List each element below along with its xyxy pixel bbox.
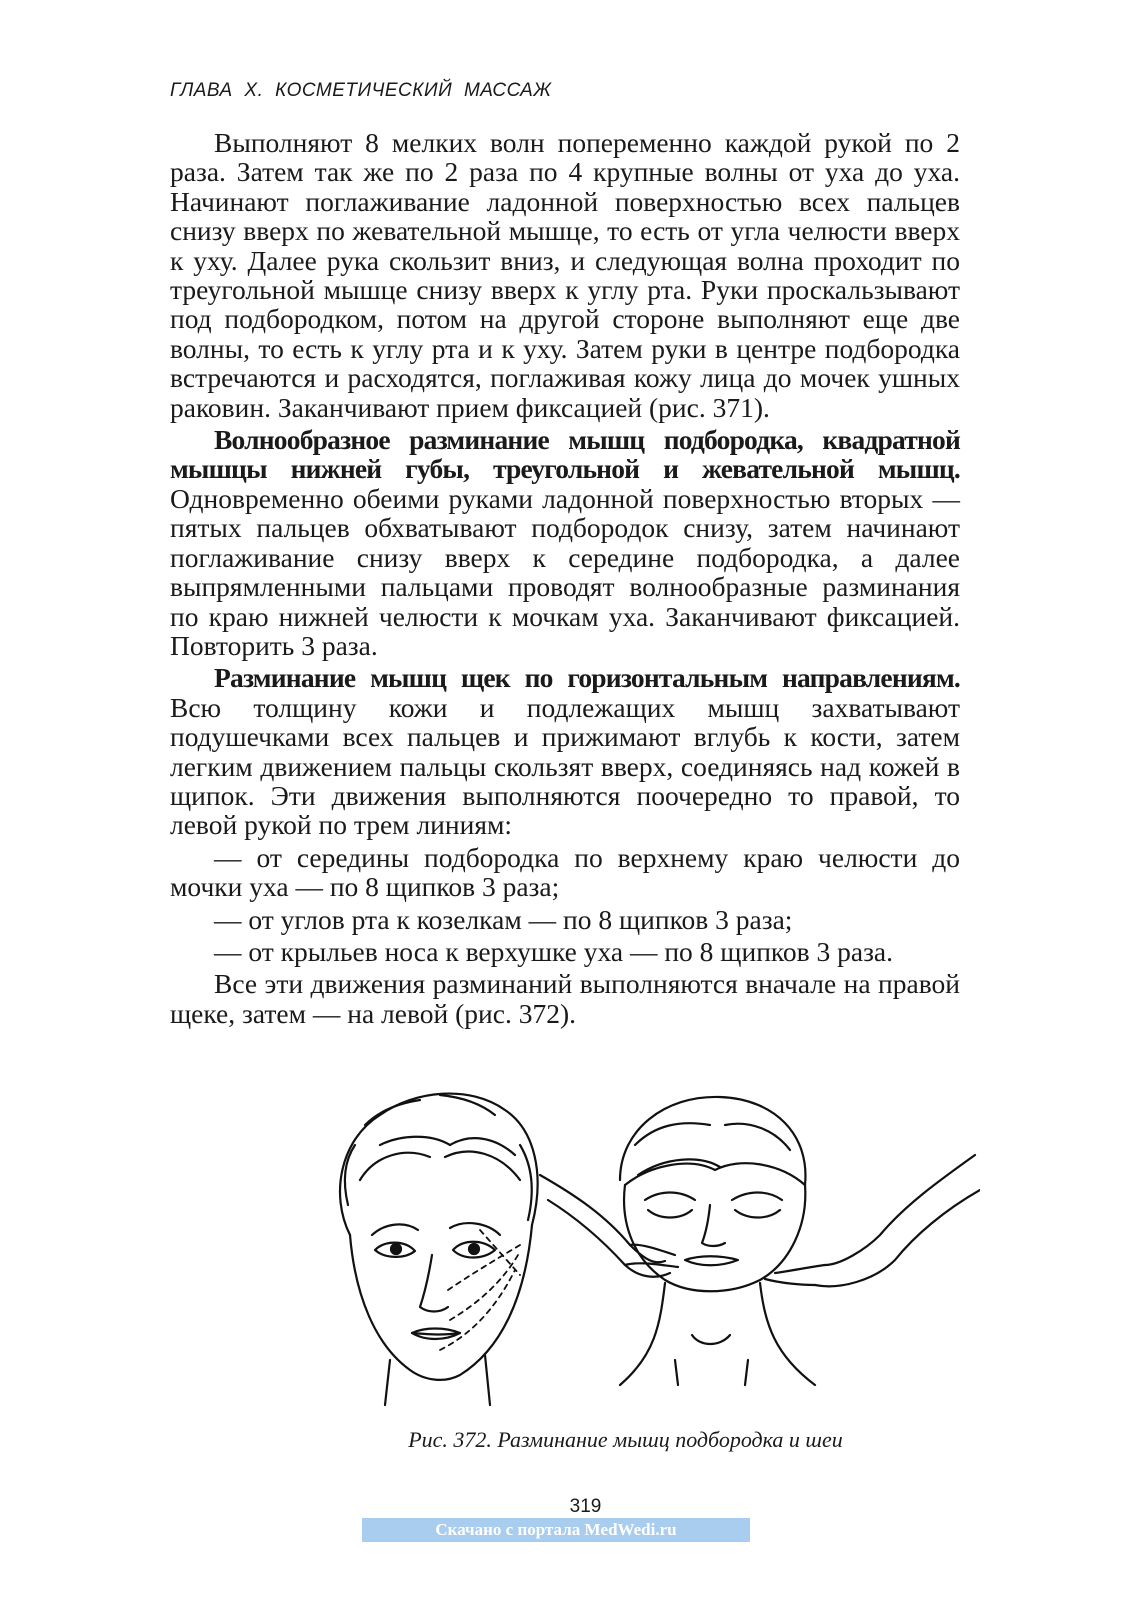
paragraph-3-heading: Разминание мышц щек по горизонтальным направлениям. <box>214 662 960 694</box>
figure-372-illustration <box>320 1085 980 1415</box>
paragraph-2 <box>170 425 960 660</box>
page-number: 319 <box>569 1496 602 1517</box>
paragraph-3-text: Всю толщину кожи и подлежащих мышц захватывают подушечками всех пальцев и прижимают вглубь к кости, затем легким движением пальцы скользят вверх, соединяясь над кожей в щипок. Эти движения выполняются поочередно то правой, то левой рукой по трем линиям: <box>170 691 960 841</box>
chapter-header: ГЛАВА X. КОСМЕТИЧЕСКИЙ МАССАЖ <box>170 80 552 101</box>
list-item-1: — от середины подбородка по верхнему краю челюсти до мочки уха — по 8 щипков 3 раза; <box>170 841 960 903</box>
list-item-2: — от углов рта к козелкам — по 8 щипков 3 раза; <box>214 903 793 935</box>
paragraph-2-heading: Волнообразное разминание мышц подбородка, квадратной мышцы нижней губы, треугольной и жевательной мышц. <box>170 424 960 485</box>
paragraph-1: Выполняют 8 мелких волн попеременно каждой рукой по 2 раза. Затем так же по 2 раза по 4 крупные волны от уха до уха. Начинают поглаживание ладонной поверхностью всех пальцев снизу вверх по жевательной мышце, то есть от угла челюсти вверх к уху. Далее рука скользит вниз, и следующая волна проходит по треугольной мышце снизу вверх к углу рта. Руки проскальзывают под подбородком, потом на другой стороне выполняют еще две волны, то есть к углу рта и к уху. Затем руки в центре подбородка встречаются и расходятся, поглаживая кожу лица до мочек ушных раковин. Заканчивают прием фиксацией (рис. 371). <box>170 127 960 423</box>
face-front-illustration <box>340 1094 538 1405</box>
face-with-hands-illustration <box>540 1097 980 1385</box>
figure-caption: Рис. 372. Разминание мышц подбородка и шеи <box>408 1427 843 1452</box>
list-item-3: — от крыльев носа к верхушке уха — по 8 щипков 3 раза. <box>214 935 894 967</box>
paragraph-2-text: Одновременно обеими руками ладонной поверхностью вторых — пятых пальцев обхватывают подбородок снизу, затем начинают поглаживание снизу вверх к середине подбородка, а далее выпрямленными пальцами проводят волнообразные разминания по краю нижней челюсти к мочкам уха. Заканчивают фиксацией. Повторить 3 раза. <box>170 482 960 661</box>
body-text <box>170 128 960 1031</box>
watermark-banner: Скачано с портала MedWedi.ru <box>362 1518 750 1542</box>
paragraph-4: Все эти движения разминаний выполняются вначале на правой щеке, затем — на левой (рис. 372). <box>170 968 960 1029</box>
paragraph-3 <box>170 663 960 839</box>
